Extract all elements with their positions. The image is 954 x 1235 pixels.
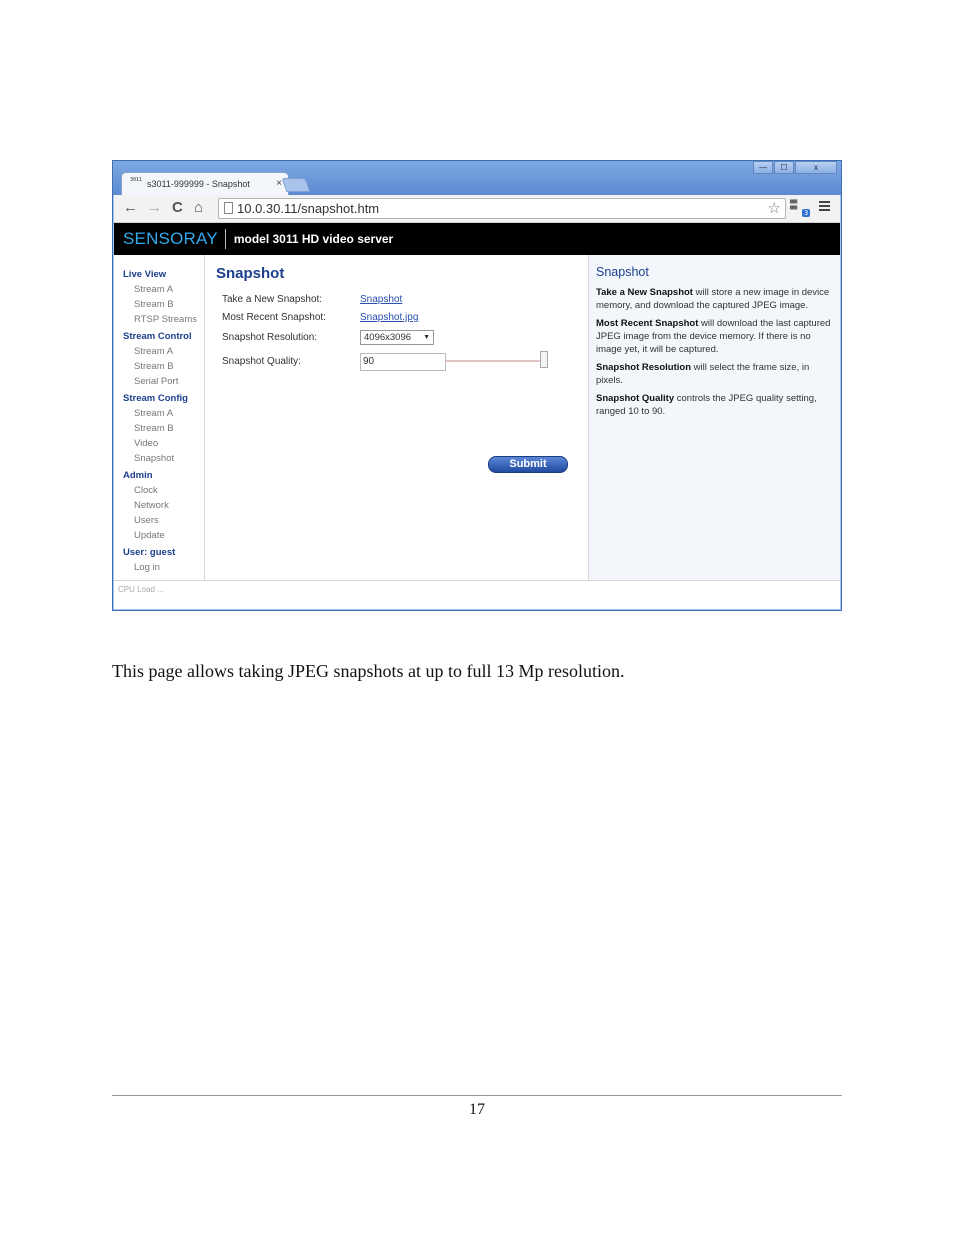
resolution-select[interactable] [360,330,434,345]
document-caption: This page allows taking JPEG snapshots at up to full 13 Mp resolution. [112,661,625,681]
sidebar [114,255,205,580]
quality-input[interactable]: 90 [360,353,446,371]
minimize-button[interactable]: — [753,161,773,174]
resolution-value: 4096x3096 [364,332,412,343]
page-icon [224,202,233,214]
sidebar-item-network[interactable]: Network [134,500,169,511]
sidebar-group-stream-config[interactable]: Stream Config [123,393,188,404]
browser-titlebar [113,161,841,195]
resolution-row [212,332,582,349]
back-arrow-icon[interactable]: ← [123,199,138,216]
help-panel [588,255,840,580]
new-tab-button[interactable] [281,178,310,192]
sidebar-group-admin[interactable]: Admin [123,470,153,481]
address-bar[interactable] [218,198,786,219]
dropdown-arrow-icon: ▼ [423,334,430,341]
reload-icon[interactable]: C [172,199,183,216]
brand-logo: SENSORAY [123,229,218,248]
sidebar-group-stream-control[interactable]: Stream Control [123,331,192,342]
sidebar-item-video[interactable]: Video [134,438,159,449]
sidebar-item-serial-port[interactable]: Serial Port [134,376,179,387]
favicon-icon: 3011 [130,177,143,183]
help-quality: Snapshot Quality controls the JPEG quality setting, ranged 10 to 90. [596,393,817,417]
banner-divider [225,229,226,249]
sidebar-item-users[interactable]: Users [134,515,159,526]
sidebar-item-clock[interactable]: Clock [134,485,158,496]
menu-icon[interactable] [819,201,830,213]
forward-arrow-icon[interactable]: → [147,199,162,216]
footer-rule [112,1095,842,1096]
quality-label: Snapshot Quality: [222,356,301,367]
resolution-label: Snapshot Resolution: [222,332,318,343]
model-title: model 3011 HD video server [233,232,394,246]
recent-snapshot-link[interactable]: Snapshot.jpg [360,312,419,323]
sidebar-item-control-stream-b[interactable]: Stream B [134,361,174,372]
sidebar-item-log-in[interactable]: Log in [134,562,160,573]
sidebar-item-update[interactable]: Update [134,530,165,541]
sidebar-item-config-stream-a[interactable]: Stream A [134,408,174,419]
sidebar-item-config-stream-b[interactable]: Stream B [134,423,174,434]
submit-button[interactable]: Submit [488,456,568,473]
close-icon[interactable]: × [276,178,282,189]
help-recent-snapshot: Most Recent Snapshot will download the last captured JPEG image from the device memory. If there is no image yet, it will be captured. [596,318,831,355]
status-footer [114,580,840,609]
window-controls [752,161,837,174]
help-resolution: Snapshot Resolution will select the frame size, in pixels. [596,362,810,386]
url-text: 10.0.30.11/snapshot.htm [237,201,380,216]
help-title: Snapshot [596,265,649,279]
star-icon[interactable]: ☆ [767,200,781,217]
recent-snapshot-label: Most Recent Snapshot: [222,312,326,323]
tab-title: s3011-999999 - Snapshot [147,179,250,189]
close-window-button[interactable]: x [795,161,837,174]
recent-snapshot-row [212,312,582,329]
take-snapshot-link[interactable]: Snapshot [360,294,403,305]
sidebar-item-rtsp-streams[interactable]: RTSP Streams [134,314,198,325]
help-take-snapshot: Take a New Snapshot will store a new image in device memory, and download the captured JPEG image. [596,287,830,311]
web-page [114,223,840,609]
cpu-load-text: CPU Load ... [118,585,164,594]
page-title: Snapshot [216,265,285,282]
sidebar-item-snapshot[interactable]: Snapshot [134,453,175,464]
page-number: 17 [469,1101,485,1118]
sidebar-item-live-stream-a[interactable]: Stream A [134,284,174,295]
browser-toolbar [114,195,840,223]
sidebar-item-live-stream-b[interactable]: Stream B [134,299,174,310]
extension-icon[interactable]: ▦▦ ▦▦ 3 [790,198,809,217]
browser-window [112,160,842,611]
extension-badge: 3 [804,209,809,217]
browser-tab[interactable] [121,172,289,195]
take-snapshot-row [212,294,582,311]
site-banner [114,223,840,255]
take-snapshot-label: Take a New Snapshot: [222,294,323,305]
main-panel [206,255,588,580]
sidebar-group-live-view[interactable]: Live View [123,269,167,280]
quality-slider-track[interactable] [446,360,548,362]
sidebar-item-control-stream-a[interactable]: Stream A [134,346,174,357]
quality-slider-thumb[interactable] [540,351,548,368]
quality-row [212,356,582,373]
home-icon[interactable]: ⌂ [194,199,204,216]
sidebar-group-user: User: guest [123,547,176,558]
maximize-button[interactable]: ☐ [774,161,794,174]
